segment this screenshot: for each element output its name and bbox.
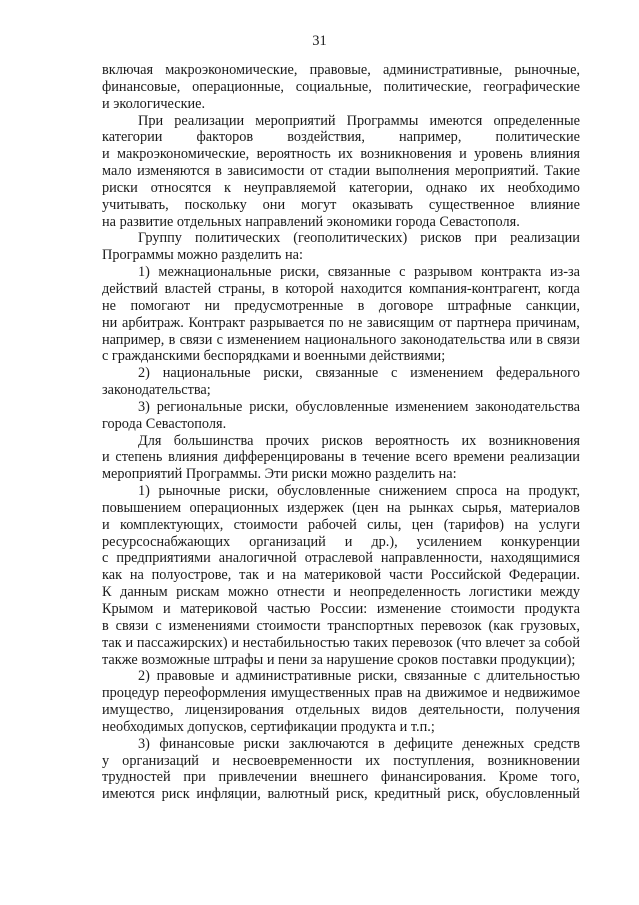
- text-line: Для большинства прочих рисков вероятность их возникновения: [138, 432, 580, 449]
- text-line: необходимых допусков, сертификации продукта и т.п.;: [102, 718, 435, 735]
- text-line: с гражданскими беспорядками и военными действиями;: [102, 348, 446, 365]
- text-line: 2) правовые и административные риски, связанные с длительностью: [138, 668, 580, 685]
- text-line: 3) региональные риски, обусловленные изменением законодательства: [138, 398, 580, 415]
- text-line: риски относятся к неуправляемой категории, однако их необходимо: [102, 179, 580, 196]
- text-line: имеются риск инфляции, валютный риск, кредитный риск, обусловленный: [102, 786, 580, 803]
- text-line: и макроэкономические, вероятность их возникновения и уровень влияния: [102, 146, 580, 163]
- text-line: К данным рискам можно отнести и неопределенность логистики между: [102, 584, 580, 601]
- text-line: города Севастополя.: [102, 415, 227, 432]
- text-line: финансовые, операционные, социальные, политические, географические: [102, 78, 580, 95]
- text-line: Крымом и материковой частью России: изменение стоимости продукта: [102, 601, 580, 617]
- text-line: в связи с изменениями стоимости транспортных перевозок (как грузовых,: [102, 617, 580, 634]
- text-line: действий властей страны, в которой находится компания-контрагент, когда: [102, 280, 580, 297]
- paragraph: [102, 433, 580, 484]
- text-line: законодательства;: [102, 382, 211, 399]
- text-line: как на полуострове, так и на материковой части Российской Федерации.: [102, 567, 580, 584]
- text-line: При реализации мероприятий Программы имеются определенные: [138, 112, 580, 129]
- text-line: у организаций и несвоевременности их поступления, возникновении: [102, 752, 580, 769]
- paragraph: [102, 668, 580, 735]
- text-line: не помогают ни предусмотренные в договоре штрафные санкции,: [102, 297, 580, 314]
- paragraph: [102, 230, 580, 264]
- text-line: повышением операционных издержек (цен на рынках сырья, материалов: [102, 499, 580, 516]
- text-line: мало изменяются в зависимости от стадии выполнения мероприятий. Такие: [102, 163, 580, 180]
- text-line: трудностей при привлечении внешнего финансирования. Кроме того,: [102, 769, 580, 786]
- document-body: [102, 62, 580, 803]
- text-line: на развитие отдельных направлений экономики города Севастополя.: [102, 213, 520, 230]
- text-line: и степень влияния дифференцированы в течение всего времени реализации: [102, 449, 580, 466]
- text-line: с предприятиями аналогичной отраслевой направленности, находящимися: [102, 550, 580, 567]
- text-line: включая макроэкономические, правовые, административные, рыночные,: [102, 62, 580, 78]
- paragraph: [102, 365, 580, 399]
- text-line: учитывать, поскольку они могут оказывать существенное влияние: [102, 196, 580, 213]
- paragraph: [102, 399, 580, 433]
- text-line: имущество, лицензирования отдельных видов деятельности, получения: [102, 702, 580, 719]
- text-line: так и пассажирских) и нестабильностью таких перевозок (что влечет за собой: [102, 634, 580, 651]
- paragraph: [102, 62, 580, 113]
- text-line: 1) межнациональные риски, связанные с разрывом контракта из-за: [138, 264, 580, 281]
- text-line: также возможные штрафы и пени за нарушение сроков поставки продукции);: [102, 651, 576, 668]
- text-line: категории факторов воздействия, например, политические: [102, 129, 580, 146]
- text-line: мероприятий Программы. Эти риски можно разделить на:: [102, 466, 457, 483]
- text-line: ни арбитраж. Контракт разрывается по не зависящим от партнера причинам,: [102, 314, 580, 331]
- page-number: 31: [312, 33, 327, 49]
- text-line: Группу политических (геополитических) рисков при реализации: [138, 230, 580, 247]
- text-line: Программы можно разделить на:: [102, 247, 303, 264]
- text-line: 2) национальные риски, связанные с изменением федерального: [138, 365, 580, 382]
- text-line: процедур переоформления имущественных прав на движимое и недвижимое: [102, 685, 580, 702]
- text-line: и экологические.: [102, 95, 206, 112]
- text-line: например, в связи с изменением национального законодательства или в связи: [102, 331, 580, 348]
- text-line: 3) финансовые риски заключаются в дефиците денежных средств: [138, 735, 580, 752]
- text-line: 1) рыночные риски, обусловленные снижением спроса на продукт,: [138, 483, 580, 500]
- paragraph: [102, 736, 580, 803]
- paragraph: [102, 483, 580, 668]
- text-line: ресурсоснабжающих организаций и др.), усилением конкуренции: [102, 533, 580, 550]
- paragraph: [102, 113, 580, 231]
- text-line: и комплектующих, стоимости рабочей силы, цен (тарифов) на услуги: [102, 516, 580, 533]
- paragraph: [102, 264, 580, 365]
